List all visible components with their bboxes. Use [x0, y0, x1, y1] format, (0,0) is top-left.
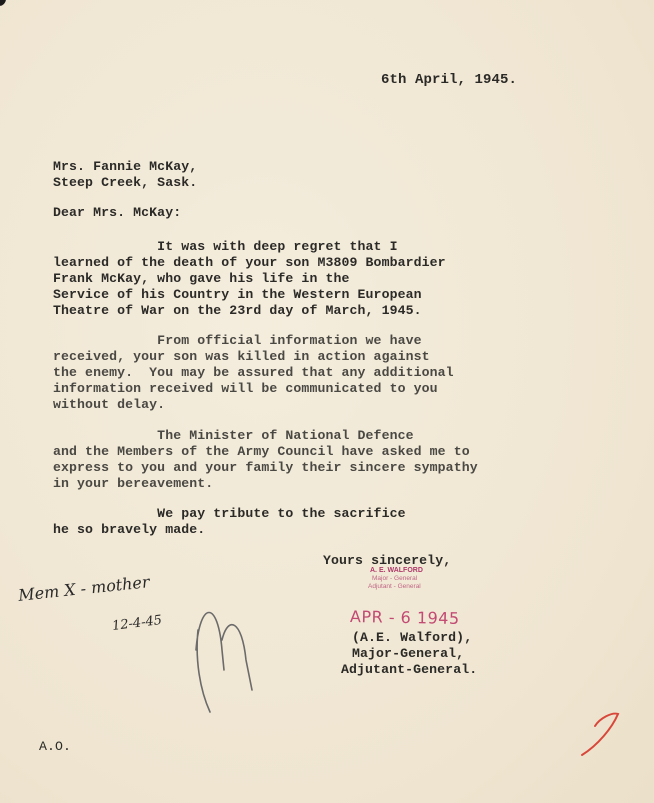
paragraph-line: the enemy. You may be assured that any additional [53, 365, 454, 380]
paragraph-line: he so bravely made. [53, 522, 206, 537]
reference-initials: A.O. [39, 739, 72, 754]
paragraph-line: received, your son was killed in action against [53, 349, 430, 364]
closing: Yours sincerely, [323, 553, 452, 568]
signatory-position: Adjutant-General. [341, 662, 478, 677]
red-pencil-mark-icon [582, 714, 618, 755]
paragraph-line: learned of the death of your son M3809 Bombardier [53, 255, 446, 270]
paragraph-line: It was with deep regret that I [53, 239, 398, 254]
letter-date: 6th April, 1945. [381, 72, 518, 88]
paragraph-line: without delay. [53, 397, 166, 412]
stamp-name: A. E. WALFORD [370, 567, 423, 574]
paragraph-line: information received will be communicated to you [53, 381, 438, 396]
paragraph-line: Theatre of War on the 23rd day of March, 1945. [53, 303, 422, 318]
handwritten-note: Mem X - mother [17, 572, 151, 605]
handwritten-date: 12-4-45 [111, 613, 163, 634]
recipient-address: Steep Creek, Sask. [53, 175, 198, 190]
paragraph-line: From official information we have [53, 333, 422, 348]
paragraph-line: in your bereavement. [53, 476, 214, 491]
salutation: Dear Mrs. McKay: [53, 205, 182, 220]
paragraph-line: Frank McKay, who gave his life in the [53, 271, 350, 286]
paragraph-line: express to you and your family their sincere sympathy [53, 460, 478, 475]
recipient-name: Mrs. Fannie McKay, [53, 159, 198, 174]
stamp-title: Adjutant - General [368, 583, 421, 590]
initial-mark-icon [196, 613, 252, 713]
paragraph-line: Service of his Country in the Western European [53, 287, 422, 302]
paragraph-line: The Minister of National Defence [53, 428, 414, 443]
paragraph-line: We pay tribute to the sacrifice [53, 506, 406, 521]
paragraph-line: and the Members of the Army Council have asked me to [53, 444, 470, 459]
received-date-stamp: APR - 6 1945 [349, 607, 460, 628]
signatory-rank: Major-General, [352, 646, 465, 661]
signatory-name: (A.E. Walford), [352, 630, 473, 645]
stamp-title: Major - General [372, 575, 418, 582]
